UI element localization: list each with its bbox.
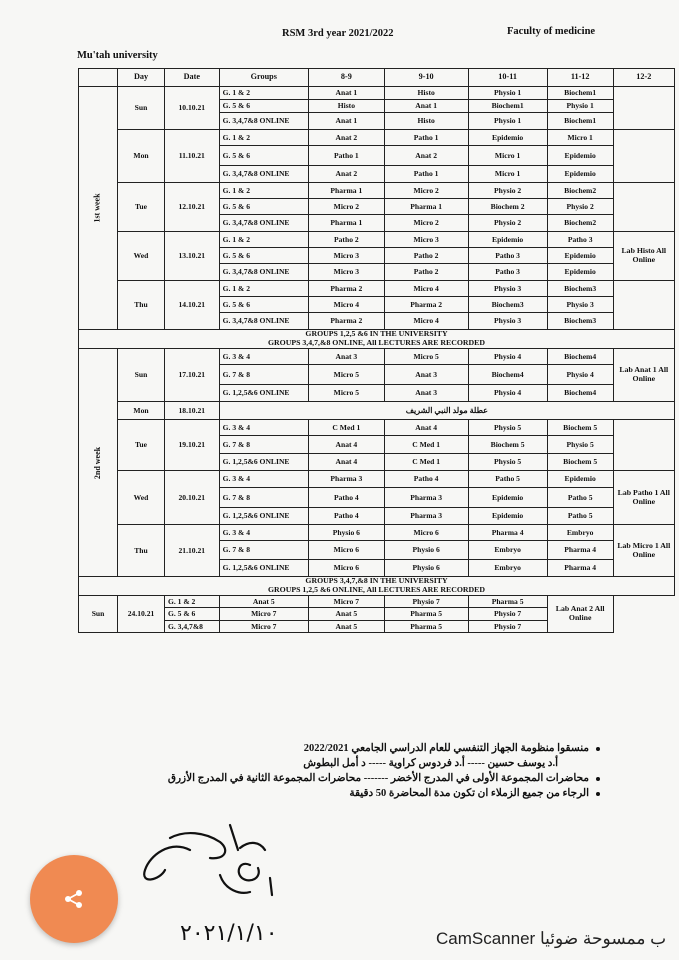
group-cell: G. 7 & 8 — [219, 541, 308, 560]
lecture-cell: Physio 1 — [547, 100, 613, 113]
table-row — [79, 402, 675, 420]
lecture-cell: Biochem2 — [547, 183, 613, 199]
lecture-cell: Patho 4 — [384, 471, 468, 488]
lecture-cell: Micro 5 — [308, 385, 384, 402]
lecture-cell: Biochem4 — [468, 365, 547, 385]
lab-cell — [613, 183, 674, 232]
date-cell: 19.10.21 — [164, 420, 219, 471]
lecture-cell: Biochem1 — [547, 113, 613, 130]
bullet-icon — [596, 747, 600, 751]
day-cell: Mon — [118, 402, 165, 420]
lecture-cell: Pharma 2 — [308, 313, 384, 330]
week-label — [79, 87, 118, 330]
lecture-cell: C Med 1 — [384, 454, 468, 471]
document-title: RSM 3rd year 2021/2022 — [282, 28, 394, 39]
lecture-cell: Histo — [384, 87, 468, 100]
lecture-cell: Biochem3 — [468, 297, 547, 313]
column-header: 9-10 — [384, 69, 468, 87]
lecture-cell: Patho 4 — [308, 488, 384, 508]
date-cell: 18.10.21 — [164, 402, 219, 420]
lecture-cell: Micro 6 — [384, 525, 468, 541]
lecture-cell: Anat 1 — [308, 87, 384, 100]
lab-cell: Lab Anat 1 All Online — [613, 349, 674, 402]
lecture-cell: Anat 5 — [219, 596, 308, 608]
lecture-cell: Pharma 1 — [308, 183, 384, 199]
group-cell: G. 1,2,5&6 ONLINE — [219, 454, 308, 471]
day-cell: Tue — [118, 420, 165, 471]
table-row — [79, 87, 675, 100]
signature-date: ٢٠٢١/١/١٠ — [180, 921, 278, 946]
lecture-cell: Patho 5 — [468, 471, 547, 488]
note-line: أ.د يوسف حسين ----- أ.د فردوس كراوية ----- د أمل البطوش — [303, 758, 558, 769]
lecture-cell: Physio 7 — [468, 621, 547, 633]
lecture-cell: Micro 7 — [219, 621, 308, 633]
date-cell: 12.10.21 — [164, 183, 219, 232]
lecture-cell: Anat 2 — [384, 146, 468, 166]
week-label-text: 2nd week — [93, 446, 103, 479]
share-icon — [64, 889, 84, 909]
table-row — [79, 349, 675, 365]
group-attendance-note: GROUPS 1,2,5 &6 IN THE UNIVERSITY GROUPS 3,4,7,&8 ONLINE, All LECTURES ARE RECORDED — [79, 330, 675, 349]
lecture-cell: Patho 5 — [547, 488, 613, 508]
lecture-cell: Micro 2 — [384, 183, 468, 199]
lecture-cell: Anat 2 — [308, 166, 384, 183]
day-cell: Thu — [118, 525, 165, 577]
university-label: Mu'tah university — [77, 50, 158, 61]
lecture-cell: Anat 3 — [384, 385, 468, 402]
table-row — [79, 471, 675, 488]
lecture-cell: Anat 1 — [308, 113, 384, 130]
lab-cell: Lab Patho 1 All Online — [613, 471, 674, 525]
lecture-cell: Pharma 2 — [384, 297, 468, 313]
timetable — [78, 68, 675, 633]
table-row — [79, 525, 675, 541]
share-button[interactable] — [30, 855, 118, 943]
lecture-cell: Patho 1 — [308, 146, 384, 166]
group-cell: G. 1,2,5&6 ONLINE — [219, 508, 308, 525]
group-cell: G. 5 & 6 — [219, 297, 308, 313]
lecture-cell: Physio 6 — [308, 525, 384, 541]
lecture-cell: Anat 5 — [308, 608, 384, 621]
column-header: 8-9 — [308, 69, 384, 87]
lecture-cell: Micro 5 — [308, 365, 384, 385]
lecture-cell: Biochem1 — [547, 87, 613, 100]
lab-cell — [613, 281, 674, 330]
table-row — [79, 232, 675, 248]
lecture-cell: Pharma 4 — [468, 525, 547, 541]
handwritten-signature — [130, 820, 350, 950]
lecture-cell: Pharma 4 — [547, 541, 613, 560]
column-header: 10-11 — [468, 69, 547, 87]
lab-cell: Lab Anat 2 All Online — [547, 596, 613, 633]
date-cell: 14.10.21 — [164, 281, 219, 330]
group-cell: G. 7 & 8 — [219, 436, 308, 454]
date-cell: 10.10.21 — [164, 87, 219, 130]
lecture-cell: Biochem2 — [547, 215, 613, 232]
lecture-cell: Biochem 2 — [468, 199, 547, 215]
lecture-cell: Epidemio — [547, 471, 613, 488]
lecture-cell: Epidemio — [468, 130, 547, 146]
lecture-cell: Physio 6 — [384, 541, 468, 560]
lecture-cell: Histo — [384, 113, 468, 130]
lecture-cell: Micro 1 — [468, 166, 547, 183]
column-header: Day — [118, 69, 165, 87]
lecture-cell: Micro 4 — [384, 281, 468, 297]
bullet-icon — [596, 777, 600, 781]
lecture-cell: Biochem4 — [547, 349, 613, 365]
lecture-cell: Patho 1 — [384, 166, 468, 183]
lecture-cell: Epidemio — [468, 232, 547, 248]
lecture-cell: Micro 6 — [308, 541, 384, 560]
lecture-cell: Pharma 3 — [308, 471, 384, 488]
lecture-cell: Pharma 1 — [384, 199, 468, 215]
lecture-cell: Epidemio — [547, 248, 613, 264]
lecture-cell: Anat 3 — [384, 365, 468, 385]
column-header: Date — [164, 69, 219, 87]
group-cell: G. 3 & 4 — [219, 471, 308, 488]
group-cell: G. 3,4,7&8 ONLINE — [219, 215, 308, 232]
timetable-note-row — [79, 330, 675, 349]
lecture-cell: Micro 4 — [308, 297, 384, 313]
group-cell: G. 5 & 6 — [219, 146, 308, 166]
group-cell: G. 3,4,7&8 ONLINE — [219, 113, 308, 130]
group-cell: G. 3 & 4 — [219, 525, 308, 541]
lecture-cell: Patho 2 — [308, 232, 384, 248]
lecture-cell: Micro 7 — [219, 608, 308, 621]
lecture-cell: Anat 5 — [308, 621, 384, 633]
lecture-cell: Physio 6 — [384, 560, 468, 577]
note-line: منسقوا منظومة الجهاز التنفسي للعام الدراسي الجامعي 2022/2021 — [120, 742, 600, 757]
column-header: 12-2 — [613, 69, 674, 87]
camscanner-watermark: CamScanner ب ممسوحة ضوئيا — [436, 929, 667, 948]
lecture-cell: Embryo — [468, 541, 547, 560]
lecture-cell: Embryo — [547, 525, 613, 541]
lecture-cell: Pharma 5 — [384, 621, 468, 633]
date-cell: 21.10.21 — [164, 525, 219, 577]
lecture-cell: Anat 4 — [384, 420, 468, 436]
lecture-cell: Biochem 5 — [547, 454, 613, 471]
lecture-cell: Biochem3 — [547, 313, 613, 330]
lecture-cell: Epidemio — [547, 264, 613, 281]
lecture-cell: Micro 2 — [308, 199, 384, 215]
lecture-cell: Micro 1 — [468, 146, 547, 166]
lecture-cell: Patho 3 — [468, 264, 547, 281]
group-cell: G. 3 & 4 — [219, 420, 308, 436]
table-row — [79, 281, 675, 297]
group-cell: G. 1 & 2 — [219, 87, 308, 100]
day-cell: Tue — [118, 183, 165, 232]
lecture-cell: Physio 4 — [547, 365, 613, 385]
group-cell: G. 1,2,5&6 ONLINE — [219, 385, 308, 402]
lecture-cell: Micro 3 — [384, 232, 468, 248]
timetable-note-row — [79, 577, 675, 596]
lecture-cell: Pharma 4 — [547, 560, 613, 577]
lecture-cell: Patho 5 — [547, 508, 613, 525]
lecture-cell: Anat 1 — [384, 100, 468, 113]
note-line: محاضرات المجموعة الأولى في المدرج الأخضر ------- محاضرات المجموعة الثانية في المدرج الأزرق — [120, 772, 600, 787]
lecture-cell: Patho 2 — [384, 264, 468, 281]
lecture-cell: Micro 6 — [308, 560, 384, 577]
group-cell: G. 7 & 8 — [219, 488, 308, 508]
lecture-cell: Physio 3 — [547, 297, 613, 313]
group-cell: G. 3,4,7&8 ONLINE — [219, 264, 308, 281]
lab-cell — [613, 420, 674, 471]
lecture-cell: Patho 4 — [308, 508, 384, 525]
lecture-cell: Physio 4 — [468, 385, 547, 402]
group-cell: G. 1 & 2 — [219, 232, 308, 248]
date-cell: 17.10.21 — [164, 349, 219, 402]
group-cell: G. 1,2,5&6 ONLINE — [219, 560, 308, 577]
group-attendance-note: GROUPS 3,4,7,&8 IN THE UNIVERSITY GROUPS 1,2,5 &6 ONLINE, All LECTURES ARE RECORDED — [79, 577, 675, 596]
lecture-cell: Physio 1 — [468, 113, 547, 130]
group-cell: G. 1 & 2 — [219, 281, 308, 297]
lecture-cell: Physio 7 — [468, 608, 547, 621]
lecture-cell: Pharma 5 — [384, 608, 468, 621]
group-cell: G. 5 & 6 — [219, 248, 308, 264]
lecture-cell: Physio 5 — [468, 454, 547, 471]
day-cell: Wed — [118, 471, 165, 525]
lecture-cell: Physio 2 — [468, 183, 547, 199]
lecture-cell: Epidemio — [547, 166, 613, 183]
lecture-cell: Physio 2 — [547, 199, 613, 215]
lecture-cell: Micro 7 — [308, 596, 384, 608]
lecture-cell: Anat 3 — [308, 349, 384, 365]
lecture-cell: Epidemio — [547, 146, 613, 166]
lecture-cell: Embryo — [468, 560, 547, 577]
date-cell: 24.10.21 — [118, 596, 165, 633]
group-cell: G. 3,4,7&8 — [164, 621, 219, 633]
lecture-cell: C Med 1 — [384, 436, 468, 454]
table-row — [79, 420, 675, 436]
group-cell: G. 1 & 2 — [219, 183, 308, 199]
date-cell: 13.10.21 — [164, 232, 219, 281]
week-label-text: 1st week — [93, 193, 103, 223]
lecture-cell: Anat 4 — [308, 436, 384, 454]
lecture-cell: Physio 5 — [547, 436, 613, 454]
note-line: الرجاء من جميع الزملاء ان تكون مدة المحاضرة 50 دقيقة — [120, 787, 600, 802]
holiday-cell: عطلة مولد النبي الشريف — [219, 402, 674, 420]
group-cell: G. 3,4,7&8 ONLINE — [219, 166, 308, 183]
lecture-cell: Patho 2 — [384, 248, 468, 264]
lecture-cell: Epidemio — [468, 488, 547, 508]
lab-cell: Lab Histo All Online — [613, 232, 674, 281]
bullet-icon — [596, 792, 600, 796]
group-cell: G. 5 & 6 — [164, 608, 219, 621]
date-cell: 11.10.21 — [164, 130, 219, 183]
lecture-cell: Physio 2 — [468, 215, 547, 232]
timetable-header-row — [79, 69, 675, 87]
column-header: Groups — [219, 69, 308, 87]
lecture-cell: Physio 7 — [384, 596, 468, 608]
day-cell: Sun — [79, 596, 118, 633]
day-cell: Wed — [118, 232, 165, 281]
lecture-cell: Physio 5 — [468, 420, 547, 436]
lab-cell: Lab Micro 1 All Online — [613, 525, 674, 577]
week-label — [79, 349, 118, 577]
lecture-cell: C Med 1 — [308, 420, 384, 436]
lecture-cell: Micro 4 — [384, 313, 468, 330]
group-cell: G. 1 & 2 — [164, 596, 219, 608]
day-cell: Sun — [118, 87, 165, 130]
group-cell: G. 5 & 6 — [219, 100, 308, 113]
lecture-cell: Pharma 2 — [308, 281, 384, 297]
lecture-cell: Histo — [308, 100, 384, 113]
lecture-cell: Micro 5 — [384, 349, 468, 365]
group-cell: G. 3,4,7&8 ONLINE — [219, 313, 308, 330]
date-cell: 20.10.21 — [164, 471, 219, 525]
lab-cell — [613, 87, 674, 130]
lecture-cell: Patho 1 — [384, 130, 468, 146]
lecture-cell: Patho 3 — [468, 248, 547, 264]
group-cell: G. 7 & 8 — [219, 365, 308, 385]
table-row — [79, 596, 675, 608]
column-header: 11-12 — [547, 69, 613, 87]
day-cell: Mon — [118, 130, 165, 183]
notes-section — [120, 742, 600, 802]
lecture-cell: Pharma 3 — [384, 508, 468, 525]
lecture-cell: Biochem4 — [547, 385, 613, 402]
group-cell: G. 1 & 2 — [219, 130, 308, 146]
lab-cell — [613, 130, 674, 183]
table-row — [79, 183, 675, 199]
group-cell: G. 5 & 6 — [219, 199, 308, 215]
lecture-cell: Anat 4 — [308, 454, 384, 471]
faculty-label: Faculty of medicine — [507, 26, 596, 37]
lecture-cell: Physio 3 — [468, 313, 547, 330]
lecture-cell: Patho 3 — [547, 232, 613, 248]
day-cell: Thu — [118, 281, 165, 330]
table-row — [79, 130, 675, 146]
lecture-cell: Micro 2 — [384, 215, 468, 232]
lecture-cell: Biochem3 — [547, 281, 613, 297]
lecture-cell: Micro 1 — [547, 130, 613, 146]
day-cell: Sun — [118, 349, 165, 402]
lecture-cell: Micro 3 — [308, 264, 384, 281]
lecture-cell: Pharma 3 — [384, 488, 468, 508]
lecture-cell: Physio 4 — [468, 349, 547, 365]
week-column-header — [79, 69, 118, 87]
lecture-cell: Pharma 5 — [468, 596, 547, 608]
lecture-cell: Pharma 1 — [308, 215, 384, 232]
lecture-cell: Physio 1 — [468, 87, 547, 100]
lecture-cell: Epidemio — [468, 508, 547, 525]
lecture-cell: Anat 2 — [308, 130, 384, 146]
lecture-cell: Biochem 5 — [468, 436, 547, 454]
lecture-cell: Biochem1 — [468, 100, 547, 113]
lecture-cell: Biochem 5 — [547, 420, 613, 436]
lecture-cell: Physio 3 — [468, 281, 547, 297]
lecture-cell: Micro 3 — [308, 248, 384, 264]
group-cell: G. 3 & 4 — [219, 349, 308, 365]
